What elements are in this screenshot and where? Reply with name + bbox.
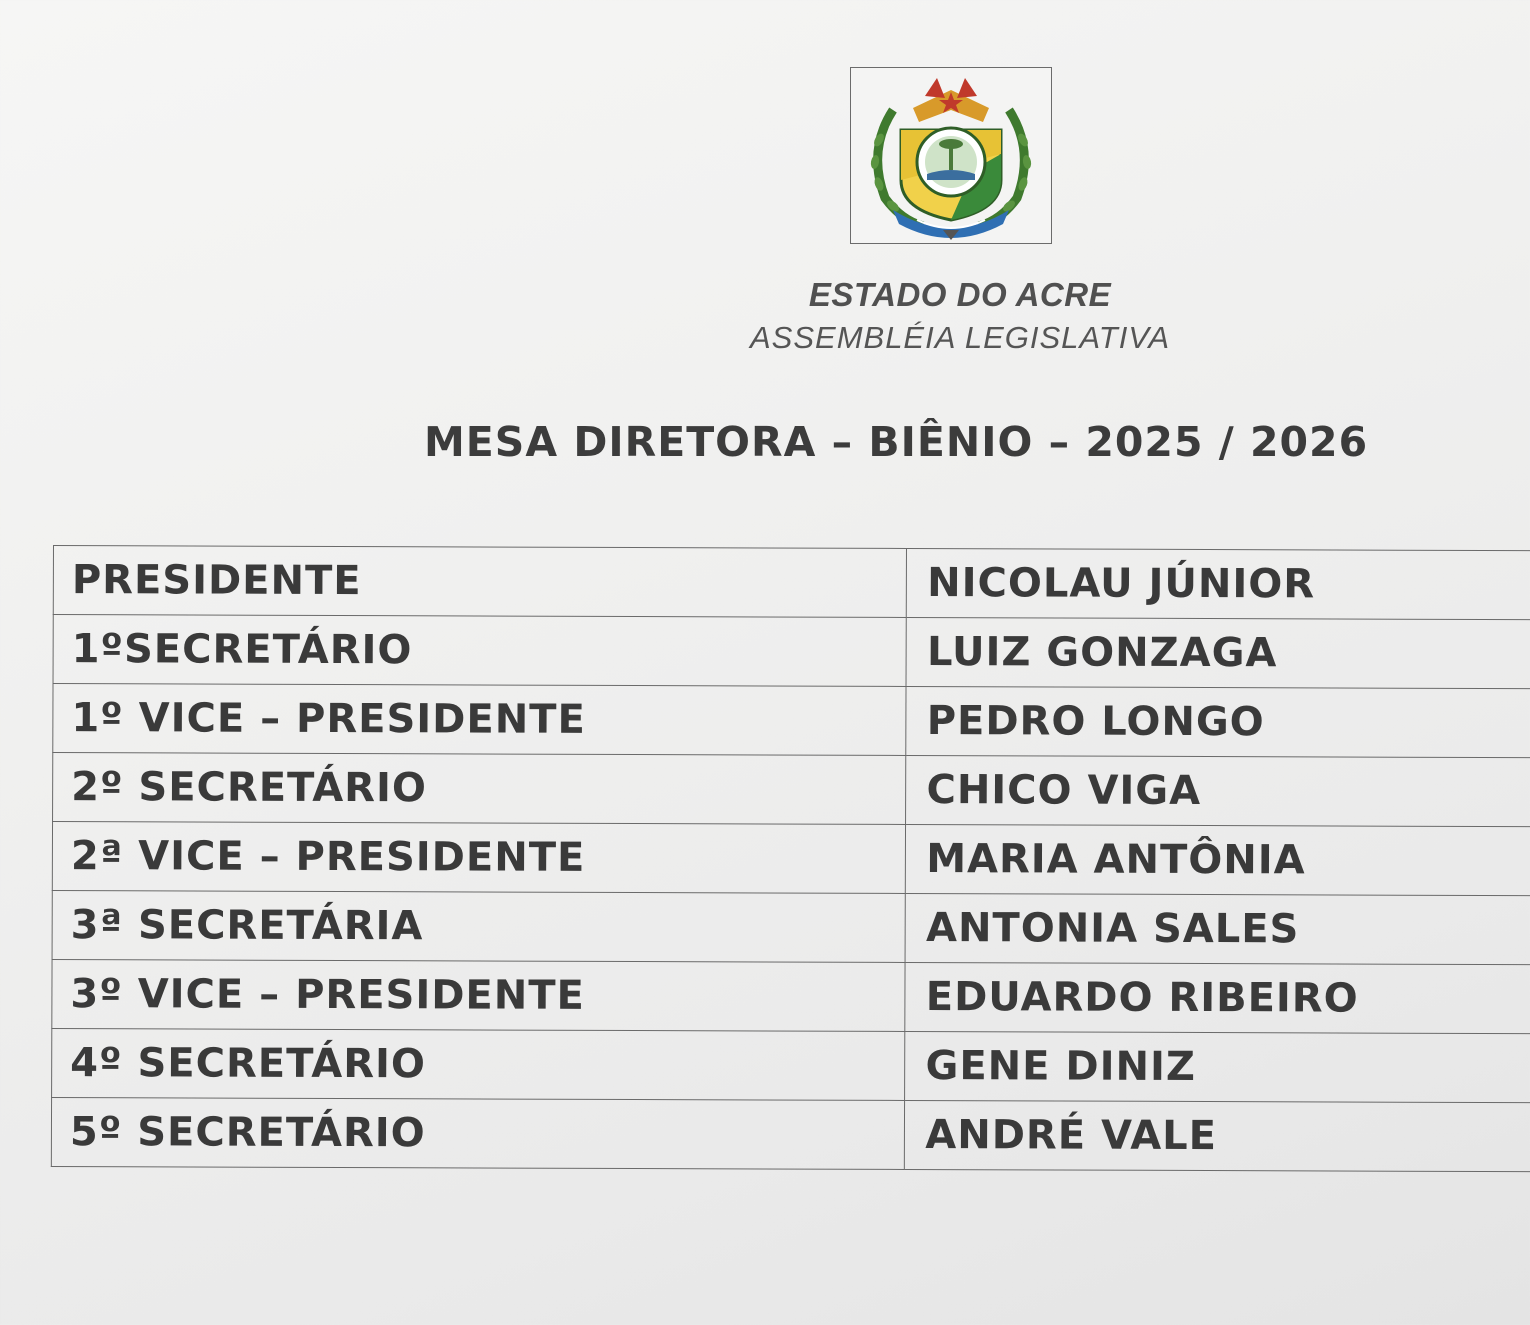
role-cell: 3º VICE – PRESIDENTE [52,959,906,1031]
member-name-cell: LUIZ GONZAGA [906,617,1530,688]
page-title: MESA DIRETORA – BIÊNIO – 2025 / 2026 [424,418,1369,466]
member-name-cell: CHICO VIGA [906,755,1530,826]
member-name-cell: GENE DINIZ [905,1031,1530,1102]
table-row [52,890,1530,964]
member-name-cell: ANDRÉ VALE [905,1100,1530,1171]
table-row [51,1097,1530,1171]
table-row [53,615,1530,689]
legislative-assembly-name: ASSEMBLÉIA LEGISLATIVA [749,320,1170,355]
board-table [51,545,1530,1172]
table-row [52,1028,1530,1102]
table-row [53,684,1530,758]
role-cell: 1º VICE – PRESIDENTE [53,684,907,756]
table-row [53,753,1530,827]
role-cell: 3ª SECRETÁRIA [52,890,906,962]
member-name-cell: ANTONIA SALES [905,893,1530,964]
member-name-cell: EDUARDO RIBEIRO [905,962,1530,1033]
role-cell: 2º SECRETÁRIO [53,753,907,825]
table-row [52,822,1530,896]
member-name-cell: PEDRO LONGO [906,686,1530,757]
role-cell: 5º SECRETÁRIO [51,1097,905,1169]
table-row [53,546,1530,620]
table-row [52,959,1530,1033]
role-cell: 4º SECRETÁRIO [52,1028,906,1100]
state-name: ESTADO DO ACRE [808,276,1112,313]
role-cell: 1ºSECRETÁRIO [53,615,907,687]
member-name-cell: MARIA ANTÔNIA [906,824,1530,895]
acre-coat-of-arms-icon [853,70,1049,242]
role-cell: PRESIDENTE [53,546,907,618]
role-cell: 2ª VICE – PRESIDENTE [52,822,906,894]
emblem-frame [850,67,1052,244]
member-name-cell: NICOLAU JÚNIOR [907,548,1530,619]
